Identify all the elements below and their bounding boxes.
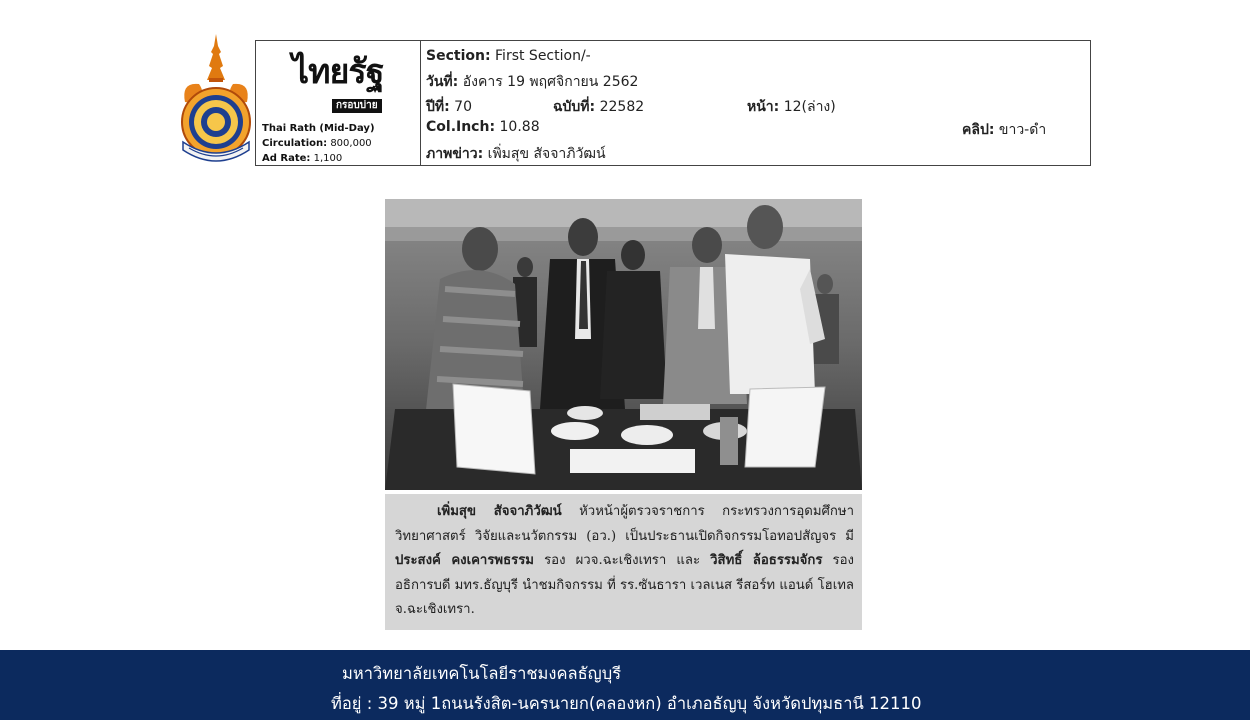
ad-rate: Ad Rate: 1,100 (262, 153, 343, 164)
footer-bar (0, 650, 1250, 720)
news-caption (385, 494, 862, 630)
english-name: Thai Rath (Mid-Day) (262, 123, 375, 134)
issue-field: ฉบับที่: 22582 (553, 99, 645, 115)
caption-segment-1: หัวหน้าผู้ตรวจราชการ กระทรวงการอุดมศึกษา วิทยาศาสตร์ วิจัยและนวัตกรรม (อว.) เป็นประธานเปิดกิจกรรมโอทอปสัญจร มี (395, 504, 855, 544)
news-photo (385, 199, 862, 490)
colinch-field: Col.Inch: 10.88 (426, 119, 540, 135)
news-photo-image (385, 199, 862, 490)
person-name-2: ประสงค์ คงเคารพธรรม (395, 553, 534, 568)
clipping-header-box (255, 40, 1091, 166)
caption-segment-3: รองอธิการบดี มทร.ธัญบุรี นำชมกิจกรรม ที่ รร.ซันธารา เวลเนส รีสอร์ท แอนด์ โฮเทล จ.ฉะเชิงเทรา. (395, 553, 854, 617)
person-name-1: เพิ่มสุข สัจจาภิวัฒน์ (437, 504, 562, 519)
university-crest-icon (179, 32, 253, 162)
publication-panel (256, 41, 421, 165)
page-field: หน้า: 12(ล่าง) (747, 99, 836, 115)
year-field: ปีที่: 70 (426, 99, 472, 115)
university-logo (179, 32, 253, 162)
circulation: Circulation: 800,000 (262, 138, 372, 149)
edition-badge: กรอบบ่าย (332, 99, 382, 113)
newspaper-masthead: ไทยรัฐ (292, 52, 384, 92)
caption-text (395, 500, 854, 623)
section-row: Section: First Section/- (426, 48, 591, 64)
person-name-3: วิสิทธิ์ ล้อธรรมจักร (710, 553, 823, 568)
footer-university-name: มหาวิทยาลัยเทคโนโลยีราชมงคลธัญบุรี (342, 664, 622, 683)
date-row: วันที่: อังคาร 19 พฤศจิกายน 2562 (426, 74, 639, 90)
clip-field: คลิป: ขาว-ดำ (962, 122, 1047, 138)
footer-address: ที่อยู่ : 39 หมู่ 1ถนนรังสิต-นครนายก(คลองหก) อำเภอธัญบุ จังหวัดปทุมธานี 12110 (331, 694, 922, 713)
caption-segment-2: รอง ผวจ.ฉะเชิงเทรา และ (534, 553, 711, 568)
publication-details (262, 121, 375, 166)
photo-credit-field: ภาพข่าว: เพิ่มสุข สัจจาภิวัฒน์ (426, 146, 606, 162)
